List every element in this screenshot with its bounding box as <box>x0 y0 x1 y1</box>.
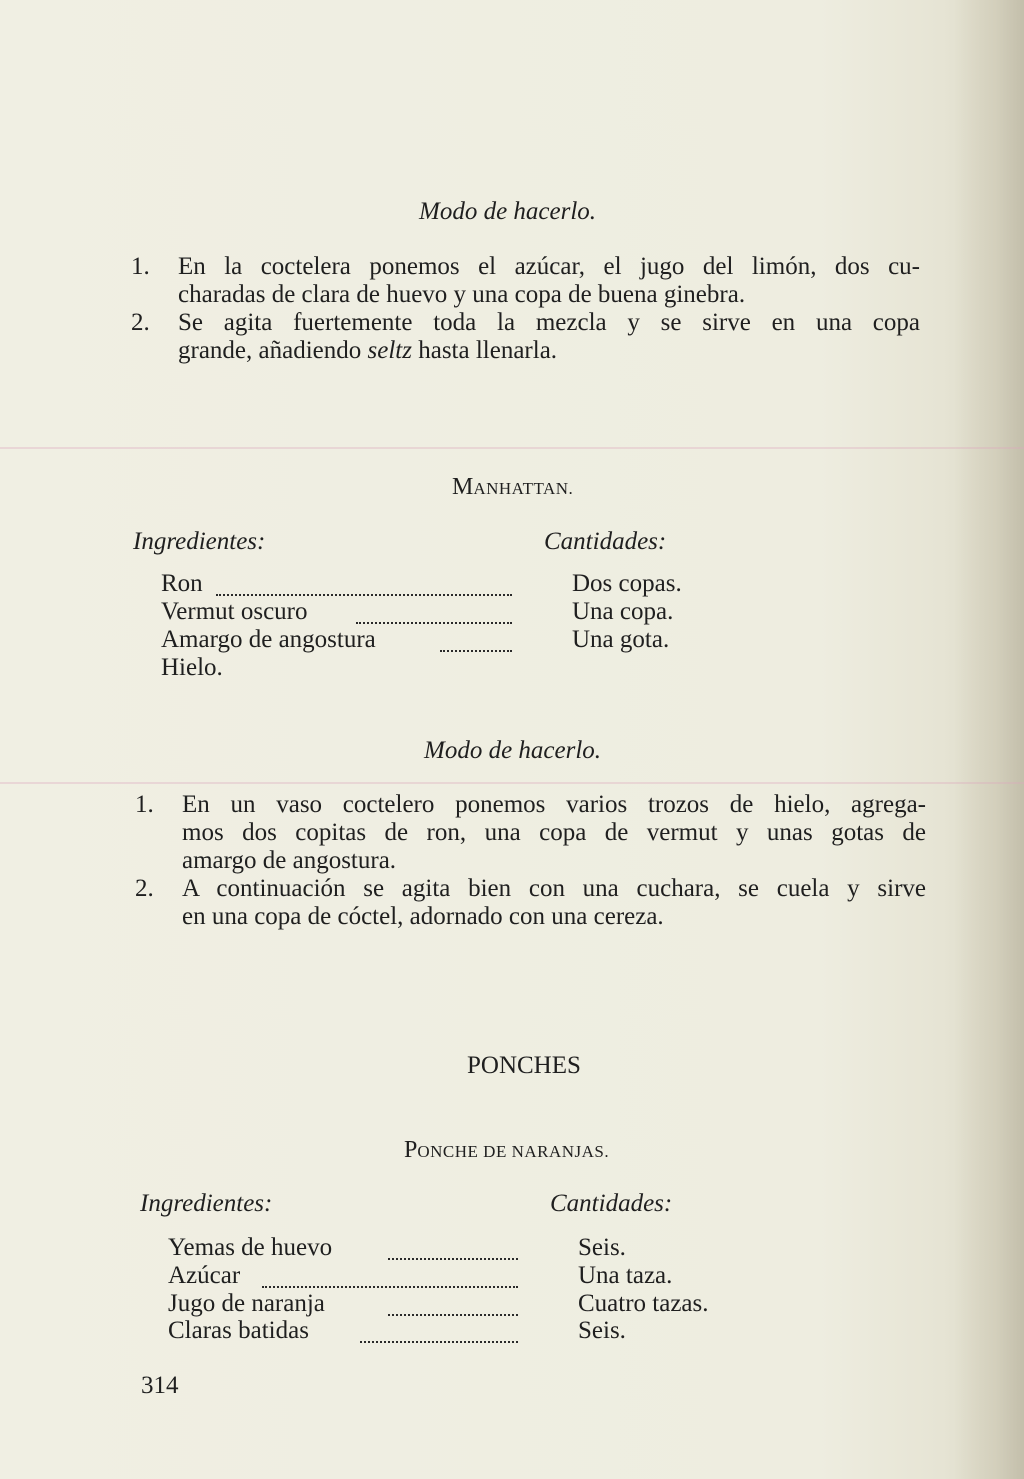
step-text <box>182 875 926 931</box>
recipe-title-cap: M <box>452 474 474 500</box>
recipe-title <box>404 1136 609 1166</box>
dot-leader <box>388 1254 518 1260</box>
step-number: 1. <box>131 253 150 280</box>
step-number: 2. <box>135 875 154 902</box>
step-line: En la coctelera ponemos el azúcar, el jugo del limón, dos cu- <box>178 253 920 280</box>
ingredient-quantity: Seis. <box>578 1234 626 1261</box>
ingredient-name: Hielo. <box>161 654 223 681</box>
step-text <box>178 253 920 309</box>
step-line-emphasis: seltz <box>367 337 412 364</box>
method-heading: Modo de hacerlo. <box>424 737 602 764</box>
ingredient-name: Yemas de huevo <box>168 1234 333 1261</box>
step-line: A continuación se agita bien con una cuchara, se cuela y sirve <box>182 875 926 902</box>
section-title: PONCHES <box>467 1052 581 1079</box>
dot-leader <box>356 618 512 624</box>
ingredient-name: Azúcar <box>168 1262 241 1289</box>
quantities-heading: Cantidades: <box>544 528 667 555</box>
step-text <box>178 309 920 365</box>
step-line: Se agita fuertemente toda la mezcla y se sirve en una copa <box>178 309 920 336</box>
ingredient-quantity: Una copa. <box>572 598 674 625</box>
step-number: 2. <box>131 309 150 336</box>
dot-leader <box>216 590 512 596</box>
scan-artifact-line <box>0 447 1024 449</box>
dot-leader <box>360 1337 518 1343</box>
page-edge-shadow <box>954 0 1024 1479</box>
ingredients-heading: Ingredientes: <box>140 1190 273 1217</box>
recipe-title-cap: P <box>404 1137 418 1163</box>
step-line-part: hasta llenarla. <box>411 337 558 364</box>
recipe-title <box>452 473 573 503</box>
page-number: 314 <box>141 1372 179 1399</box>
ingredient-name: Vermut oscuro <box>161 598 308 625</box>
recipe-title-rest: ONCHE DE NARANJAS. <box>417 1142 610 1161</box>
ingredient-quantity: Cuatro tazas. <box>578 1290 709 1317</box>
ingredient-quantity: Una gota. <box>572 626 670 653</box>
step-line: en una copa de cóctel, adornado con una cereza. <box>182 903 664 930</box>
ingredients-heading: Ingredientes: <box>133 528 266 555</box>
ingredient-name: Jugo de naranja <box>168 1290 325 1317</box>
step-text <box>182 791 926 875</box>
quantities-heading: Cantidades: <box>550 1190 673 1217</box>
recipe-title-rest: ANHATTAN. <box>473 479 574 498</box>
step-line <box>178 337 920 365</box>
ingredient-quantity: Dos copas. <box>572 570 682 597</box>
ingredient-quantity: Seis. <box>578 1317 626 1344</box>
ingredient-name: Amargo de angostura <box>161 626 376 653</box>
scan-artifact-line <box>0 782 1024 784</box>
step-line: En un vaso coctelero ponemos varios trozos de hielo, agrega- <box>182 791 926 818</box>
dot-leader <box>440 646 512 652</box>
method-heading: Modo de hacerlo. <box>419 198 597 225</box>
step-line: amargo de angostura. <box>182 847 397 874</box>
ingredient-name: Claras batidas <box>168 1317 309 1344</box>
dot-leader <box>388 1310 518 1316</box>
ingredient-quantity: Una taza. <box>578 1262 673 1289</box>
step-line: mos dos copitas de ron, una copa de vermut y unas gotas de <box>182 819 926 846</box>
step-line-part: grande, añadiendo <box>178 337 368 364</box>
step-line: charadas de clara de huevo y una copa de buena ginebra. <box>178 281 746 308</box>
step-number: 1. <box>135 791 154 818</box>
ingredient-name: Ron <box>161 570 203 597</box>
dot-leader <box>262 1282 518 1288</box>
